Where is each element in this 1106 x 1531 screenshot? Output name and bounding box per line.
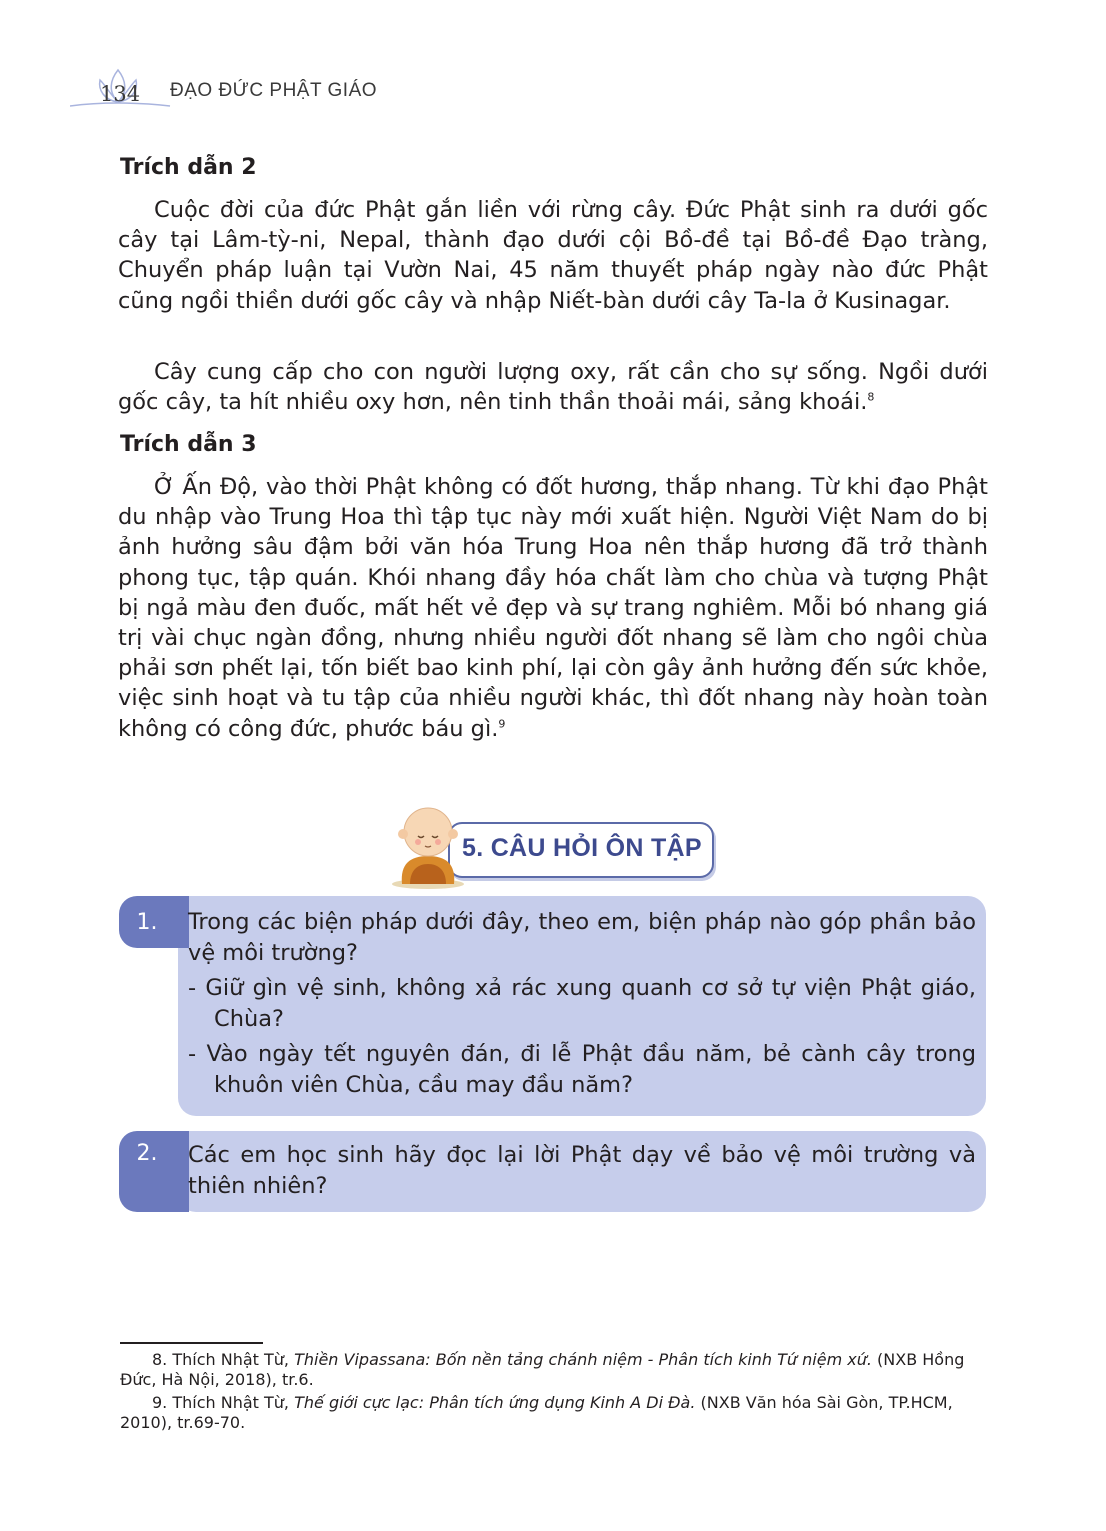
quote-3-paragraph-1 <box>118 472 988 744</box>
quote-2-paragraph-1: Cuộc đời của đức Phật gắn liền với rừng cây. Đức Phật sinh ra dưới gốc cây tại Lâm-tỳ-ni, Nepal, thành đạo dưới cội Bồ-đề tại Bồ-đề Đạo tràng, Chuyển pháp luận tại Vườn Nai, 45 năm thuyết pháp ngày nào đức Phật cũng ngồi thiền dưới gốc cây và nhập Niết-bàn dưới cây Ta-la ở Kusinagar. <box>118 197 988 314</box>
page-number: 134 <box>100 82 141 106</box>
footnote-ref-8: 8 <box>867 390 875 404</box>
quote-3-heading: Trích dẫn 3 <box>120 432 257 457</box>
question-2-number: 2. <box>119 1131 189 1212</box>
book-title: ĐẠO ĐỨC PHẬT GIÁO <box>170 80 378 101</box>
footnote-8-prefix: 8. Thích Nhật Từ, <box>152 1350 295 1369</box>
quote-3-paragraph-1-text: Ở Ấn Độ, vào thời Phật không có đốt hương, thắp nhang. Từ khi đạo Phật du nhập vào Trung Hoa thì tập tục này mới xuất hiện. Người Việt Nam do bị ảnh hưởng sâu đậm bởi văn hóa Trung Hoa nên thắp hương đã trở thành phong tục, tập quán. Khói nhang đầy hóa chất làm cho chùa và tượng Phật bị ngả màu đen đuốc, mất hết vẻ đẹp và sự trang nghiêm. Mỗi bó nhang giá trị vài chục ngàn đồng, nhưng nhiều người đốt nhang sẽ làm cho ngôi chùa phải sơn phết lại, tốn biết bao kinh phí, lại còn gây ảnh hưởng đến sức khỏe, việc sinh hoạt và tu tập của nhiều người khác, thì đốt nhang này hoàn toàn không có công đức, phước báu gì. <box>118 474 988 742</box>
question-2-text: Các em học sinh hãy đọc lại lời Phật dạy về bảo vệ môi trường và thiên nhiên? <box>188 1142 976 1199</box>
quote-2-paragraph-2-text: Cây cung cấp cho con người lượng oxy, rất cần cho sự sống. Ngồi dưới gốc cây, ta hít nhiều oxy hơn, nên tinh thần thoải mái, sảng khoái. <box>118 359 988 416</box>
footnote-9-suffix: (NXB Văn hóa Sài Gòn, TP.HCM, 2010), tr.69-70. <box>120 1393 953 1432</box>
question-1-text: Trong các biện pháp dưới đây, theo em, biện pháp nào góp phần bảo vệ môi trường? <box>188 909 976 966</box>
page-header <box>70 62 470 112</box>
footnote-9 <box>120 1393 988 1432</box>
quote-2-paragraph-2 <box>118 357 988 417</box>
footnote-8-title: Thiền Vipassana: Bốn nền tảng chánh niệm - Phân tích kinh Tứ niệm xứ. <box>294 1350 872 1369</box>
review-section-banner <box>388 800 718 890</box>
question-1-option-2: - Vào ngày tết nguyên đán, đi lễ Phật đầu năm, bẻ cành cây trong khuôn viên Chùa, cầu may đầu năm? <box>188 1041 976 1098</box>
footnote-8-suffix: (NXB Hồng Đức, Hà Nội, 2018), tr.6. <box>120 1350 965 1389</box>
question-1-option-1: - Giữ gìn vệ sinh, không xả rác xung quanh cơ sở tự viện Phật giáo, Chùa? <box>188 975 976 1032</box>
question-1-number: 1. <box>119 896 189 948</box>
footnote-9-prefix: 9. Thích Nhật Từ, <box>152 1393 295 1412</box>
quote-2-heading: Trích dẫn 2 <box>120 155 257 180</box>
review-section-title: 5. CÂU HỎI ÔN TẬP <box>462 834 702 862</box>
footnote-divider <box>120 1342 263 1344</box>
footnote-ref-9: 9 <box>498 717 506 731</box>
footnote-9-title: Thế giới cực lạc: Phân tích ứng dụng Kinh A Di Đà. <box>294 1393 696 1412</box>
footnote-8 <box>120 1350 988 1389</box>
